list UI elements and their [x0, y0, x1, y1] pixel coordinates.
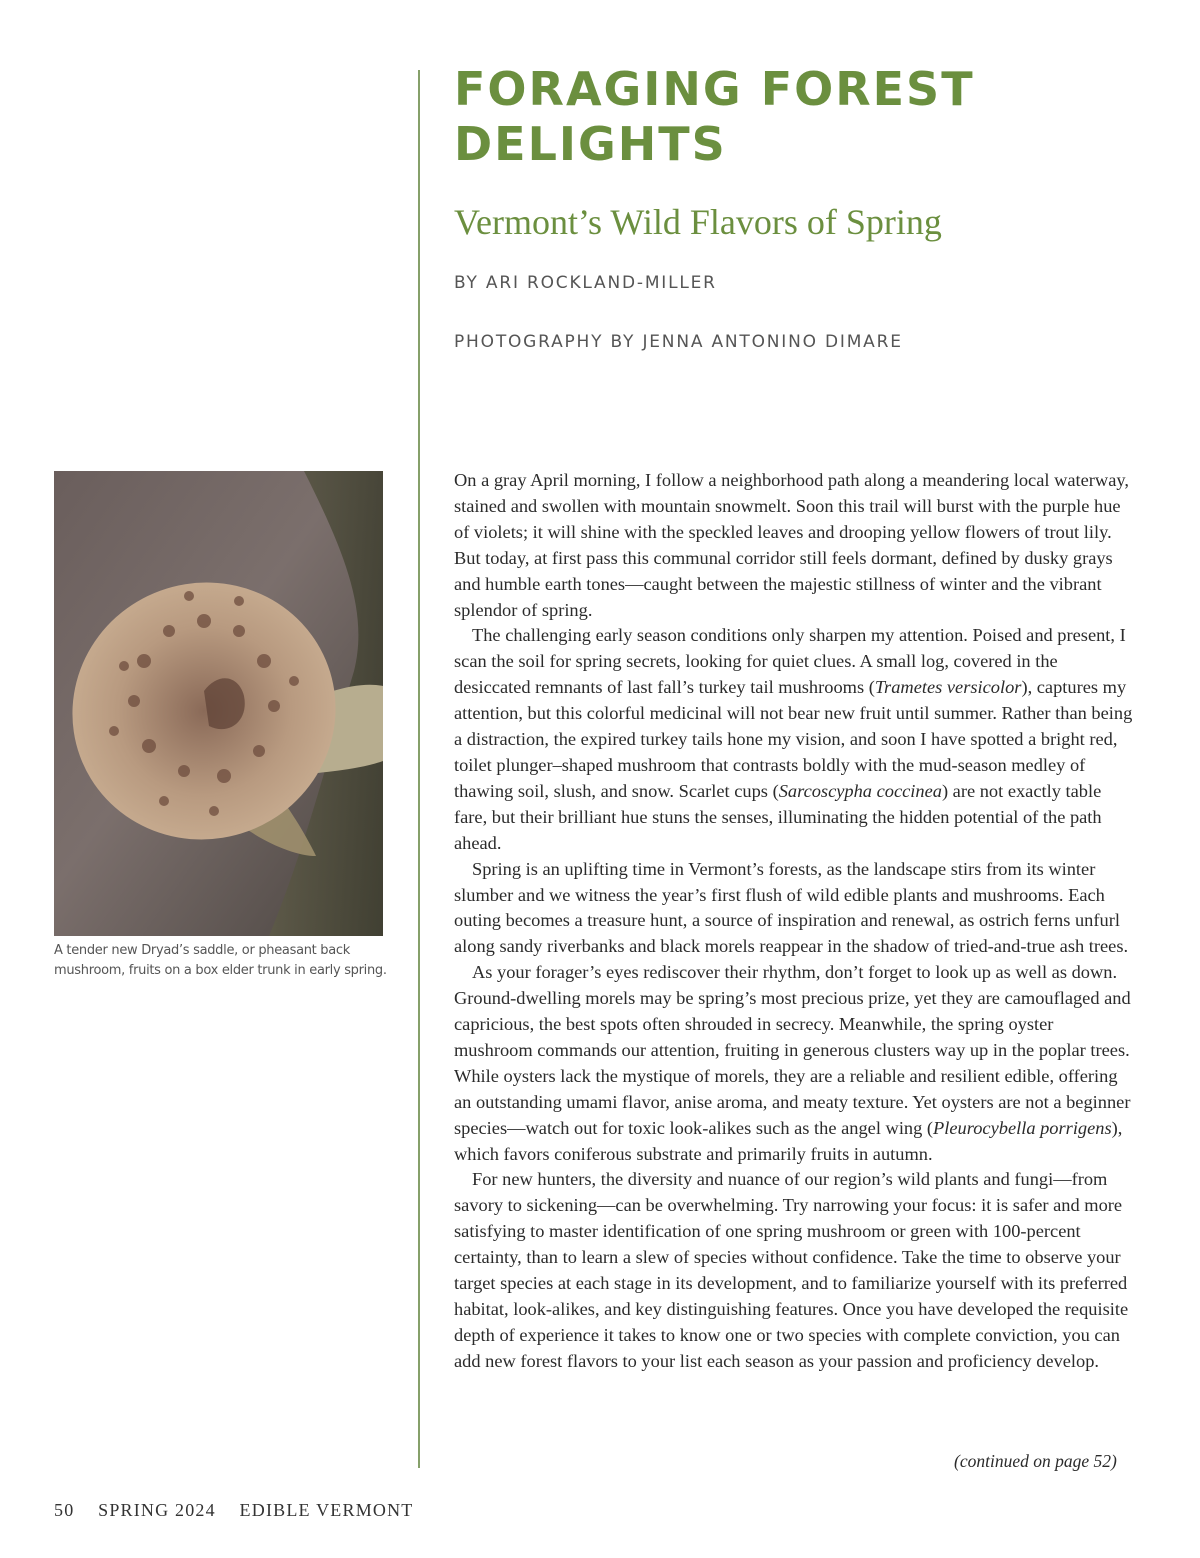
- column-divider-rule: [418, 70, 420, 1468]
- body-paragraph: [454, 468, 1136, 623]
- photo-caption: A tender new Dryad’s saddle, or pheasant back mushroom, fruits on a box elder trunk in early spring.: [54, 943, 387, 978]
- species-name: Pleurocybella porrigens: [933, 1117, 1112, 1138]
- mushroom-photo: [54, 471, 383, 936]
- body-paragraph: [454, 1167, 1136, 1374]
- paragraph-text: ), captures my attention, but this colorful medicinal will not bear new fruit until summer. Rather than being a distraction, the expired turkey tails hone my vision, and soon I have spotted a bright red, toilet plunger–shaped mushroom that contrasts boldly with the mud-season medley of thawing soil, slush, and snow. Scarlet cups (: [454, 677, 1133, 801]
- body-paragraph: [454, 960, 1136, 1167]
- photography-credit: PHOTOGRAPHY BY JENNA ANTONINO DIMARE: [454, 332, 903, 352]
- paragraph-text: Spring is an uplifting time in Vermont’s forests, as the landscape stirs from its winter slumber and we witness the year’s first flush of wild edible plants and mushrooms. Each outing becomes a treasure hunt, a source of inspiration and renewal, as ostrich ferns unfurl along sandy riverbanks and black morels reappear in the shadow of tried-and-true ash trees.: [454, 858, 1129, 957]
- body-paragraph: [454, 623, 1136, 856]
- article-body: [454, 468, 1136, 1375]
- author-byline: BY ARI ROCKLAND-MILLER: [454, 273, 717, 293]
- species-name: Trametes versicolor: [874, 677, 1022, 698]
- issue-label: SPRING 2024: [98, 1500, 216, 1520]
- species-name: Sarcoscypha coccinea: [778, 780, 942, 801]
- page-number: 50: [54, 1500, 75, 1520]
- paragraph-text: For new hunters, the diversity and nuance of our region’s wild plants and fungi—from savory to sickening—can be overwhelming. Try narrowing your focus: it is safer and more satisfying to master identification of one spring mushroom or green with 100-percent certainty, than to learn a slew of species without confidence. Take the time to observe your target species at each stage in its development, and to familiarize yourself with its preferred habitat, look-alikes, and key distinguishing features. Once you have developed the requisite depth of experience it takes to know one or two species with complete conviction, you can add new forest flavors to your list each season as your passion and proficiency develop.: [454, 1169, 1129, 1371]
- body-paragraph: [454, 857, 1136, 961]
- continued-note: (continued on page 52): [954, 1451, 1117, 1471]
- paragraph-text: ), which favors coniferous substrate and primarily fruits in autumn.: [454, 1117, 1123, 1164]
- paragraph-text: The challenging early season conditions only sharpen my attention. Poised and present, I scan the soil for spring secrets, looking for quiet clues. A small log, covered in the desiccated remnants of last fall’s turkey tail mushrooms (: [454, 625, 1126, 698]
- paragraph-text: On a gray April morning, I follow a neighborhood path along a meandering local waterway, stained and swollen with mountain snowmelt. Soon this trail will burst with the purple hue of violets; it will shine with the speckled leaves and drooping yellow flowers of trout lily. But today, at first pass this communal corridor still feels dormant, defined by dusky grays and humble earth tones—caught between the majestic stillness of winter and the vibrant splendor of spring.: [454, 470, 1129, 620]
- article-title: FORAGING FOREST DELIGHTS: [454, 62, 975, 171]
- publication-name: EDIBLE VERMONT: [239, 1500, 414, 1520]
- page-footer: [54, 1500, 432, 1521]
- article-subtitle: Vermont’s Wild Flavors of Spring: [454, 202, 942, 242]
- paragraph-text: ) are not exactly table fare, but their brilliant hue stuns the senses, illuminating the hidden potential of the path ahead.: [454, 780, 1102, 853]
- paragraph-text: As your forager’s eyes rediscover their rhythm, don’t forget to look up as well as down. Ground-dwelling morels may be spring’s most precious prize, yet they are camouflaged and capricious, the best spots often shrouded in secrecy. Meanwhile, the spring oyster mushroom commands our attention, fruiting in generous clusters way up in the poplar trees. While oysters lack the mystique of morels, they are a reliable and resilient edible, offering an outstanding umami flavor, anise aroma, and meaty texture. Yet oysters are not a beginner species—watch out for toxic look-alikes such as the angel wing (: [454, 962, 1131, 1138]
